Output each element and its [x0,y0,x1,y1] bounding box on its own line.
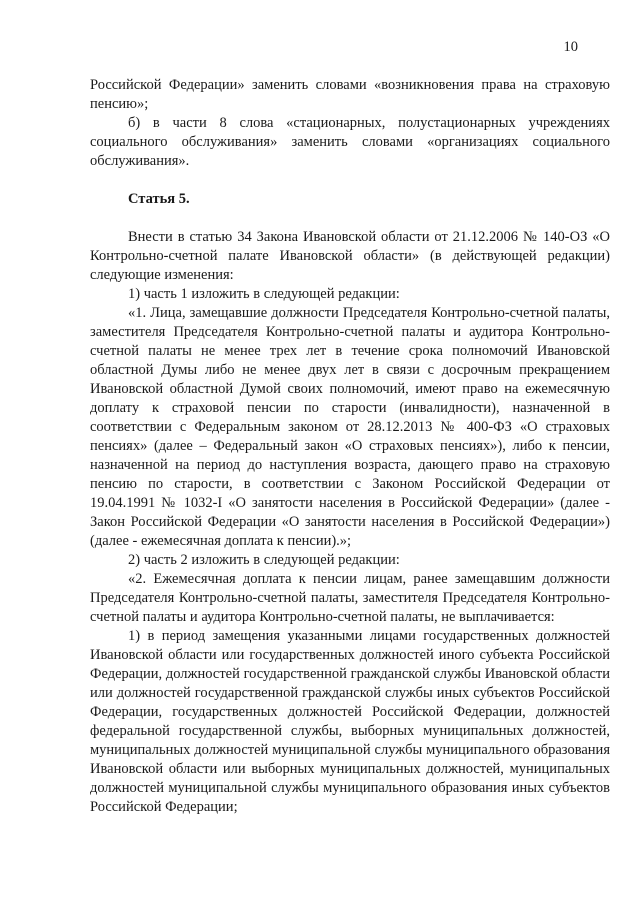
spacer [90,209,610,228]
paragraph-subitem-1: 1) в период замещения указанными лицами государственных должностей Ивановской области или государственных должностей иного субъекта Российской Федерации, должностей государственной гражданской службы Ивановской области или должностей государственной гражданской службы иных субъектов Российской Федерации, государственных должностей Российской Федерации, должностей федеральной государственной службы, выборных муниципальных должностей, муниципальных должностей муниципальной службы муниципального образования Ивановской области или выборных муниципальных должностей, муниципальных должностей муниципальной службы муниципального образования иных субъектов Российской Федерации; [90,628,610,815]
paragraph-intro: Внести в статью 34 Закона Ивановской области от 21.12.2006 № 140-ОЗ «О Контрольно-счетной палате Ивановской области» (в действующей редакции) следующие изменения: [90,229,610,283]
page-number: 10 [563,39,578,55]
paragraph-item-1: 1) часть 1 изложить в следующей редакции: [128,286,400,302]
paragraph-part-1-text: «1. Лица, замещавшие должности Председателя Контрольно-счетной палаты, заместителя Председателя Контрольно-счетной палаты и аудитора Контрольно-счетной палаты не менее трех лет в течение срока полномочий Ивановской областной Думы либо не менее двух лет в связи с досрочным прекращением Ивановской областной Думой своих полномочий, имеют право на ежемесячную доплату к страховой пенсии по старости (инвалидности), назначенной в соответствии с Федеральным законом от 28.12.2013 № 400-ФЗ «О страховых пенсиях» (далее – Федеральный закон «О страховых пенсиях»), либо к пенсии, назначенной на период до наступления возраста, дающего право на страховую пенсию по старости, в соответствии с Законом Российской Федерации от 19.04.1991 № 1032-I «О занятости населения в Российской Федерации» (далее - Закон Российской Федерации «О занятости населения в Российской Федерации») (далее - ежемесячная доплата к пенсии).»; [90,305,610,549]
spacer [90,171,610,190]
paragraph-item-2: 2) часть 2 изложить в следующей редакции: [128,552,400,568]
document-body [90,76,610,817]
paragraph-part-2-text: «2. Ежемесячная доплата к пенсии лицам, ранее замещавшим должности Председателя Контрольно-счетной палаты, заместителя Председателя Контрольно-счетной палаты и аудитора Контрольно-счетной палаты, не выплачивается: [90,571,610,625]
article-heading: Статья 5. [128,191,190,207]
paragraph-item-b: б) в части 8 слова «стационарных, полустационарных учреждениях социального обслуживания» заменить словами «организациях социального обслуживания». [90,115,610,169]
paragraph-continuation: Российской Федерации» заменить словами «возникновения права на страховую пенсию»; [90,77,610,112]
